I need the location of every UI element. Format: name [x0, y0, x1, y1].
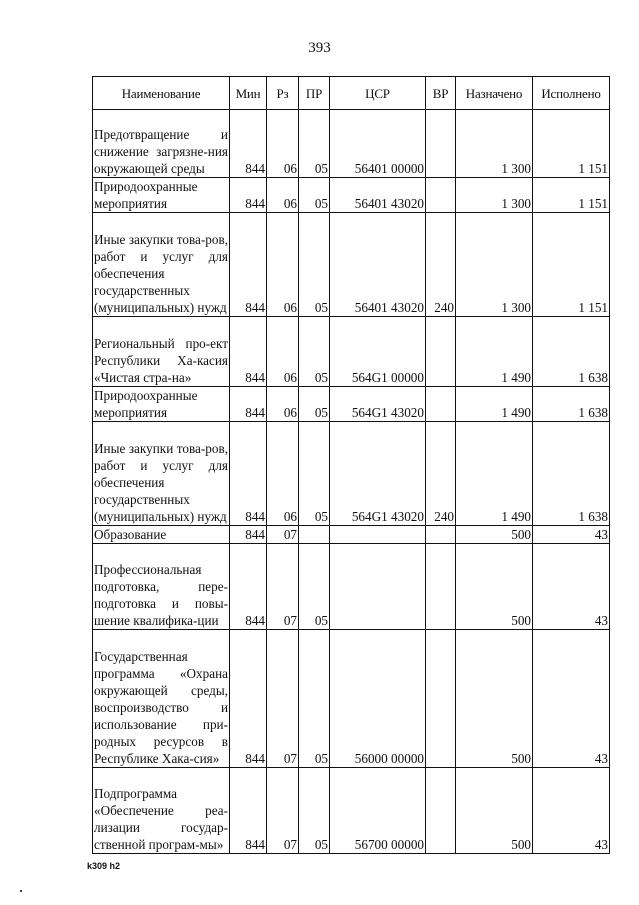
row-assigned: 500 — [456, 526, 533, 544]
row-pr: 05 — [299, 630, 330, 768]
row-pr: 05 — [299, 387, 330, 422]
row-executed: 1 151 — [533, 110, 610, 178]
table-row — [93, 110, 610, 178]
row-pr: 05 — [299, 178, 330, 213]
row-csr: 56000 00000 — [330, 630, 426, 768]
row-rz: 07 — [267, 630, 299, 768]
footer-code: k309 h2 — [87, 861, 121, 871]
row-min: 844 — [230, 387, 267, 422]
row-vr — [426, 544, 456, 630]
table-row — [93, 768, 610, 854]
row-name: Профессиональная подготовка, пере-подготовка и повы-шение квалифика-ции — [93, 544, 230, 630]
row-min: 844 — [230, 317, 267, 387]
table-row — [93, 213, 610, 317]
row-assigned: 500 — [456, 768, 533, 854]
row-csr: 56401 43020 — [330, 213, 426, 317]
row-pr: 05 — [299, 768, 330, 854]
row-name: Иные закупки това-ров, работ и услуг для обеспечения государственных (муниципальных) нужд — [93, 213, 230, 317]
row-min: 844 — [230, 110, 267, 178]
row-min: 844 — [230, 630, 267, 768]
row-name: Предотвращение и снижение загрязне-ния окружающей среды — [93, 110, 230, 178]
row-vr — [426, 387, 456, 422]
row-pr — [299, 526, 330, 544]
row-name: Природоохранные мероприятия — [93, 387, 230, 422]
header-assigned: Назначено — [456, 77, 533, 110]
row-assigned: 1 490 — [456, 317, 533, 387]
row-min: 844 — [230, 768, 267, 854]
row-csr: 564G1 43020 — [330, 387, 426, 422]
row-vr — [426, 768, 456, 854]
header-vr: ВР — [426, 77, 456, 110]
row-assigned: 1 490 — [456, 422, 533, 526]
row-name: Государственная программа «Охрана окружающей среды, воспроизводство и использование при-родных ресурсов в Республике Хака-сия» — [93, 630, 230, 768]
row-executed: 43 — [533, 526, 610, 544]
row-csr: 56401 00000 — [330, 110, 426, 178]
row-min: 844 — [230, 544, 267, 630]
row-pr: 05 — [299, 544, 330, 630]
row-rz: 07 — [267, 544, 299, 630]
row-vr — [426, 526, 456, 544]
row-rz: 06 — [267, 422, 299, 526]
row-csr — [330, 544, 426, 630]
row-vr — [426, 630, 456, 768]
row-vr: 240 — [426, 213, 456, 317]
row-rz: 06 — [267, 213, 299, 317]
row-executed: 1 151 — [533, 178, 610, 213]
row-pr: 05 — [299, 213, 330, 317]
row-rz: 06 — [267, 178, 299, 213]
header-pr: ПР — [299, 77, 330, 110]
row-executed: 1 638 — [533, 422, 610, 526]
row-rz: 07 — [267, 768, 299, 854]
table-row — [93, 387, 610, 422]
table-row — [93, 317, 610, 387]
row-executed: 1 638 — [533, 317, 610, 387]
row-rz: 07 — [267, 526, 299, 544]
row-assigned: 1 300 — [456, 178, 533, 213]
row-name: Иные закупки това-ров, работ и услуг для обеспечения государственных (муниципальных) нужд — [93, 422, 230, 526]
row-vr — [426, 317, 456, 387]
row-rz: 06 — [267, 110, 299, 178]
table-row — [93, 544, 610, 630]
row-vr — [426, 110, 456, 178]
row-csr: 56700 00000 — [330, 768, 426, 854]
header-name: Наименование — [93, 77, 230, 110]
row-name: Природоохранные мероприятия — [93, 178, 230, 213]
row-executed: 43 — [533, 544, 610, 630]
table-header-row — [93, 77, 610, 110]
row-csr — [330, 526, 426, 544]
row-name: Образование — [93, 526, 230, 544]
table-row — [93, 630, 610, 768]
row-assigned: 1 300 — [456, 213, 533, 317]
row-csr: 564G1 43020 — [330, 422, 426, 526]
row-assigned: 1 300 — [456, 110, 533, 178]
row-min: 844 — [230, 422, 267, 526]
row-name: Региональный про-ект Республики Ха-касия «Чистая стра-на» — [93, 317, 230, 387]
scan-speck — [20, 890, 22, 892]
row-min: 844 — [230, 178, 267, 213]
row-executed: 43 — [533, 630, 610, 768]
row-rz: 06 — [267, 317, 299, 387]
row-min: 844 — [230, 526, 267, 544]
row-name: Подпрограмма «Обеспечение реа-лизации государ-ственной програм-мы» — [93, 768, 230, 854]
row-assigned: 500 — [456, 630, 533, 768]
row-csr: 56401 43020 — [330, 178, 426, 213]
page-number: 393 — [308, 40, 331, 56]
table-row — [93, 178, 610, 213]
row-assigned: 500 — [456, 544, 533, 630]
row-vr: 240 — [426, 422, 456, 526]
row-pr: 05 — [299, 422, 330, 526]
row-executed: 1 151 — [533, 213, 610, 317]
header-min: Мин — [230, 77, 267, 110]
header-rz: Рз — [267, 77, 299, 110]
row-executed: 43 — [533, 768, 610, 854]
header-csr: ЦСР — [330, 77, 426, 110]
row-vr — [426, 178, 456, 213]
row-rz: 06 — [267, 387, 299, 422]
row-min: 844 — [230, 213, 267, 317]
table-row — [93, 422, 610, 526]
budget-table — [92, 76, 610, 854]
header-executed: Исполнено — [533, 77, 610, 110]
row-executed: 1 638 — [533, 387, 610, 422]
row-assigned: 1 490 — [456, 387, 533, 422]
row-pr: 05 — [299, 110, 330, 178]
row-csr: 564G1 00000 — [330, 317, 426, 387]
row-pr: 05 — [299, 317, 330, 387]
table-row — [93, 526, 610, 544]
